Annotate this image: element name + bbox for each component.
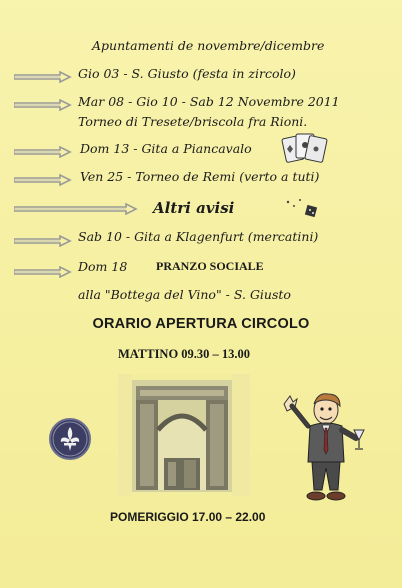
opening-hours-title: ORARIO APERTURA CIRCOLO — [92, 316, 310, 332]
event-line: Torneo di Tresete/briscola fra Rioni. — [78, 114, 308, 129]
event-line: alla "Bottega del Vino" - S. Giusto — [78, 287, 291, 302]
event-line: Dom 18 — [78, 259, 128, 274]
event-line: Mar 08 - Gio 10 - Sab 12 Novembre 2011 — [78, 94, 340, 109]
event-line: Gio 03 - S. Giusto (festa in zircolo) — [78, 66, 296, 81]
arrow-icon — [14, 266, 72, 276]
arrow-icon — [14, 146, 72, 156]
other-notices-heading: Altri avisi — [153, 199, 235, 217]
event-line: Sab 10 - Gita a Klagenfurt (mercatini) — [78, 229, 319, 244]
dice-icon — [282, 196, 322, 220]
arrow-icon — [14, 174, 72, 184]
arrow-icon — [14, 203, 138, 213]
afternoon-hours: POMERIGGIO 17.00 – 22.00 — [110, 510, 266, 524]
heading-appointments: Apuntamenti de novembre/dicembre — [92, 38, 325, 53]
event-line-extra: PRANZO SOCIALE — [156, 259, 264, 273]
fleur-de-lis-emblem-icon — [48, 417, 92, 461]
arrow-icon — [14, 99, 72, 109]
arrow-icon — [14, 235, 72, 245]
arch-photo — [118, 374, 250, 496]
playing-cards-icon — [280, 131, 328, 165]
arrow-icon — [14, 71, 72, 81]
event-line: Dom 13 - Gita a Piancavalo — [80, 141, 252, 156]
event-line: Ven 25 - Torneo de Remi (verto a tuti) — [80, 169, 320, 184]
cartoon-man-icon — [282, 392, 370, 510]
morning-hours: MATTINO 09.30 – 13.00 — [118, 347, 251, 361]
